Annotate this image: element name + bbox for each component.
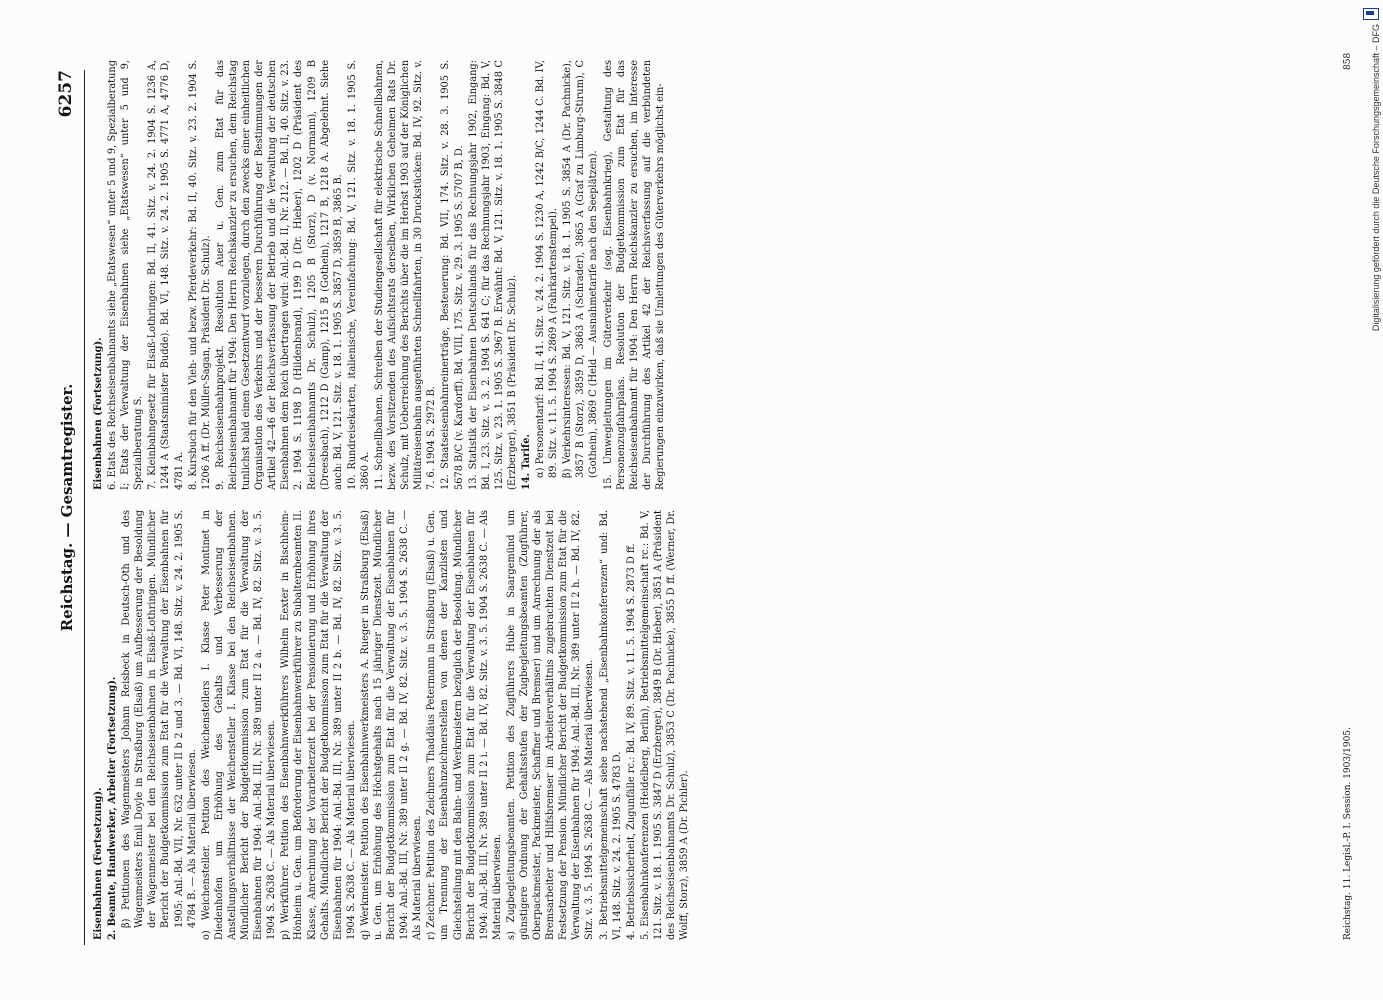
entry-paragraph: 12. Staatseisenbahnreinerträge, Besteuerung: Bd. VII, 174. Sitz. v. 28. 3. 1905 S. 5678 B/C (v. Kardorff). Bd. VIII, 175. Sitz. v. 29. 3. 1905 S. 5707 B, D. xyxy=(440,60,465,490)
running-head-title: Reichstag. — Gesamtregister. xyxy=(58,383,76,632)
footer-sheet-number: 858 xyxy=(1343,52,1353,70)
entry-paragraph: 4. Betriebssicherheit, Zugunfälle rc.: Bd. IV, 89. Sitz. v. 11. 5. 1904 S. 2873 D ff. xyxy=(625,543,637,940)
entry-heading: 14. Tarife. xyxy=(521,434,532,490)
entry-paragraph: o) Weichensteller. Petition des Weichenstellers I. Klasse Peter Montinet in Diedenhofen um Erhöhung des Gehalts und Verbesserung der Anstellungsverhältnisse der Weichensteller I. Klasse bei den Reichseisenbahnen. Mündlicher Bericht der Budgetkommission zum Etat für die Verwaltung der Eisenbahnen für 1904: Anl.-Bd. III, Nr. 389 unter II 2 a. — Bd. IV, 82. Sitz. v. 3. 5. 1904 S. 2638 C. — Als Material überwiesen. xyxy=(200,510,278,940)
entry-paragraph: 8. Kursbuch für den Vieh- und bezw. Pferdeverkehr: Bd. II, 40. Sitz. v. 23. 2. 1904 S. 1206 A ff. (Dr. Müller-Sagan, Präsident Dr. Schulz). xyxy=(187,60,212,490)
dfg-logo xyxy=(1363,8,1379,20)
entry-paragraph: 13. Statistik der Eisenbahnen Deutschlands für das Rechnungsjahr 1902, Eingang: Bd. I, 23. Sitz. v. 3. 2. 1904 S. 641 C; für das Rechnungsjahr 1903, Eingang: Bd. V, 125. Sitz. v. 23. 1. 1905 S. 3967 B. Erwähnt: Bd. V, 121. Sitz. v. 18. 1. 1905 S. 3848 C (Erzberger), 3851 B (Präsident Dr. Schulz). xyxy=(467,60,518,490)
entry-paragraph: 3. Betriebsmittelgemeinschaft siehe nachstehend „Eisenbahnkonferenzen“ und: Bd. VI, 148. Sitz. v. 24. 2. 1905 S. 4783 D. xyxy=(598,510,623,940)
entry-paragraph: 5. Eisenbahnkonferenzen (Heidelberg, Berlin), Betriebsmittelgemeinschaft rc.: Bd. V, 121. Sitz. v. 18. 1. 1905 S. 3847 D (Erzberger), 3849 B (Dr. Hieber), 3851 A (Präsident des Reichseisenbahnamts Dr. Schulz), 3853 C (Dr. Pachnicke), 3855 D ff. (Werner, Dr. Wolff, Storz), 3859 A (Dr. Pichler). xyxy=(639,510,691,940)
entry-paragraph: r) Zeichner. Petition des Zeichners Thaddäus Petermann in Straßburg (Elsaß) u. Gen. um Trennung der Eisenbahnzeichnerstellen von denen der Kanzlisten und Gleichstellung mit den Bahn- und Werkmeistern bezüglich der Besoldung. Mündlicher Bericht der Budgetkommission zum Etat für die Verwaltung der Eisenbahnen für 1904: Anl.-Bd. III, Nr. 389 unter II 2 i. — Bd. IV, 82. Sitz. v. 3. 5. 1904 S. 2638 C. — Als Material überwiesen. xyxy=(426,510,503,940)
entry-paragraph: q) Werkmeister. Petition des Eisenbahnwerkmeisters A. Rueger in Straßburg (Elsaß) u. Gen. um Erhöhung des Höchstgehalts nach 15 jähriger Dienstzeit. Mündlicher Bericht der Budgetkommission zum Etat für die Verwaltung der Eisenbahnen für 1904: Anl.-Bd. III, Nr. 389 unter II 2 g. — Bd. IV, 82. Sitz. v. 3. 5. 1904 S. 2638 C. — Als Material überwiesen. xyxy=(359,510,424,940)
page-number: 6257 xyxy=(56,70,76,118)
entry-paragraph: α) Personentarif: Bd. II, 41. Sitz. v. 24. 2. 1904 S. 1230 A, 1242 B/C, 1244 C. Bd. IV, 89. Sitz. v. 11. 5. 1904 S. 2869 A (Fahrkartenstempel). xyxy=(535,60,560,478)
right-column xyxy=(92,60,1333,490)
entry-paragraph: 15. Umwegleitungen im Güterverkehr (sog. Eisenbahnkrieg), Gestaltung des Personenzugfahrplans. Resolution der Budgetkommission zum Etat für das Reichseisenbahnamt für 1904: Den Herrn Reichskanzler zu ersuchen, im Interesse der Durchführung des Artikel 42 der Reichsverfassung auf die verbündeten Regierungen einzuwirken, daß sie Umleitungen des Güterverkehrs möglichst ein- xyxy=(602,60,666,490)
entry-paragraph: β) Petitionen des Wagenmeisters Johann Reisbeck in Deutsch-Oth und des Wagenmeisters Emil Doyle in Straßburg (Elsaß) um Aufbesserung der Besoldung der Wagenmeister bei den Reichseisenbahnen in Elsaß-Lothringen. Mündlicher Bericht der Budgetkommission zum Etat für die Verwaltung der Eisenbahnen für 1905: Anl.-Bd. VII, Nr. 632 unter II b 2 und 3. — Bd. VI, 148. Sitz. v. 24. 2. 1905 S. 4784 B. — Als Material überwiesen. xyxy=(121,510,198,928)
entry-paragraph: 9. Reichseisenbahnprojekt. Resolution Auer u. Gen. zum Etat für das Reichseisenbahnamt für 1904: Den Herrn Reichskanzler zu ersuchen, dem Reichstag tunlichst bald einen Gesetzentwurf vorzulegen, durch den zwecks einer einheitlichen Organisation des Verkehrs und der besseren Durchführung der Bestimmungen der Artikel 42—46 der Reichsverfassung der Betrieb und die Verwaltung der deutschen Eisenbahnen dem Reich übertragen wird: Anl.-Bd. II, Nr. 212. — Bd. II, 40. Sitz. v. 23. 2. 1904 S. 1198 D (Hildenbrand), 1199 D (Dr. Hieber), 1202 D (Präsident des Reichseisenbahnamts Dr. Schulz), 1205 B (Storz), D (v. Normann), 1209 B (Dreesbach), 1212 D (Gamp), 1215 B (Gothein), 1217 B, 1218 A. Abgelehnt. Siehe auch: Bd. V, 121. Sitz. v. 18. 1. 1905 S. 3857 D, 3859 B, 3865 B. xyxy=(214,60,344,490)
entry-paragraph: s) Zugbegleitungsbeamten. Petition des Zugführers Hube in Saargemünd um günstigere Ordnung der Gehaltsstufen der Zugbegleitungsbeamten (Zugführer, Oberpackmeister, Packmeister, Schaffner und Bremser) und um Anrechnung der als Bremsarbeiter und Hilfsbremser im Arbeiterverhältnis zugebrachten Dienstzeit bei Festsetzung der Pension. Mündlicher Bericht der Budgetkommission zum Etat für die Verwaltung der Eisenbahnen für 1904: Anl.-Bd. III, Nr. 389 unter II 2 h. — Bd. IV, 82. Sitz. v. 3. 5. 1904 S. 2638 C. — Als Material überwiesen. xyxy=(505,510,596,940)
entry-paragraph: 11. Schnellbahnen. Schreiben der Studiengesellschaft für elektrische Schnellbahnen, bezw. des Vorsitzenden des Aufsichtsrats derselben, Wirklichen Geheimen Rats Dr. Schulz, mit Ueberreichung des Berichts über die im Herbst 1903 auf der Königlichen Militäreisenbahn ausgeführten Schnellfahrten, in 30 Druckstücken: Bd. IV, 92. Sitz. v. 7. 6. 1904 S. 2972 B. xyxy=(373,60,438,490)
left-column xyxy=(92,510,1333,940)
entry-paragraph: 7. Kleinbahngesetz für Elsaß-Lothringen: Bd. II, 41. Sitz. v. 24. 2. 1904 S. 1236 A, 1244 A (Staatsminister Budde). Bd. VI, 148. Sitz. v. 24. 2. 1905 S. 4771 A, 4776 D, 4781 A. xyxy=(147,60,185,490)
entry-paragraph: 10. Rundreisekarten, italienische, Vereinfachung: Bd. V, 121. Sitz. v. 18. 1. 1905 S. 3860 A. xyxy=(346,60,371,490)
column-heading: Eisenbahnen (Fortsetzung). xyxy=(93,337,104,490)
footer-session: Reichstag. 11. Legisl.-P. I. Session. 1903/1905. xyxy=(1343,727,1353,940)
entry-paragraph: β) Verkehrsinteressen: Bd. V, 121. Sitz. v. 18. 1. 1905 S. 3854 A (Dr. Pachnicke), 3857 B (Storz), 3859 D, 3863 A (Schrader), 3865 A (Graf zu Limburg-Stirum), C (Gothein), 3869 C (Held — Ausnahmetarife nach den Seeplätzen). xyxy=(562,60,600,478)
header-rule xyxy=(84,70,85,945)
entry-paragraph: p) Werkführer. Petition des Eisenbahnwerkführers Wilhelm Eexter in Bischheim-Hönheim u. Gen. um Beförderung der Eisenbahnwerkführer zu Subalternbeamten II. Klasse, Anrechnung der Vorarbeiterzeit bei der Pensionierung und Erhöhung ihres Gehalts. Mündlicher Bericht der Budgetkommission zum Etat für die Verwaltung der Eisenbahnen für 1904: Anl.-Bd. III, Nr. 389 unter II 2 b. — Bd. IV, 82. Sitz. v. 3. 5. 1904 S. 2638 C. — Als Material überwiesen. xyxy=(280,510,357,940)
entry-heading: 2. Beamte, Handwerker, Arbeiter (Fortsetzung). xyxy=(107,676,119,940)
page-footer xyxy=(1343,52,1353,940)
running-head xyxy=(58,70,80,945)
digitization-note: Digitalisierung gefördert durch die Deutsche Forschungsgemeinschaft – DFG xyxy=(1371,24,1381,332)
entry-paragraph: 6. Etats des Reichseisenbahnamts siehe „Etatswesen“ unter 5 und 9, Spezialberatung I; Etats der Verwaltung der Eisenbahnen siehe „Etatswesen“ unter 5 und 9, Spezialberatung S. xyxy=(107,60,145,490)
column-heading: Eisenbahnen (Fortsetzung). xyxy=(93,787,104,940)
